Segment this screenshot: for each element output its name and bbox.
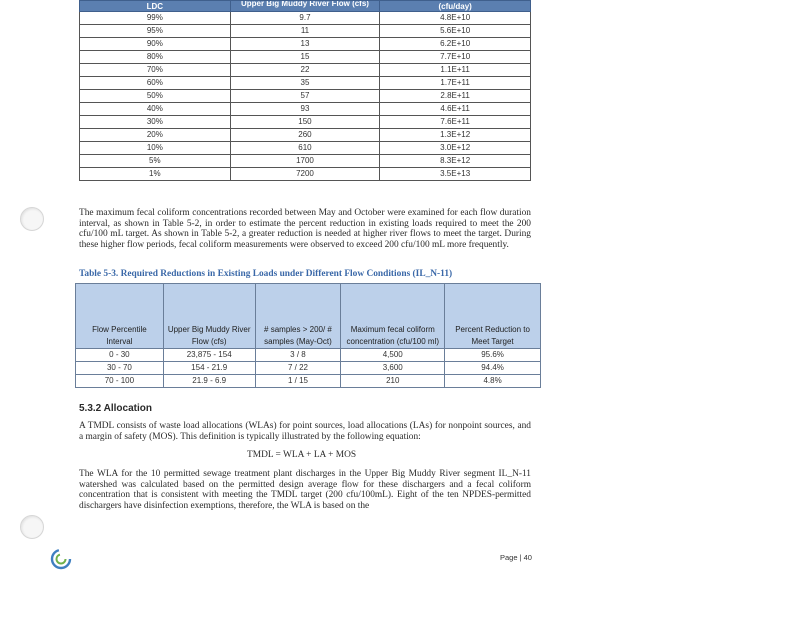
table-cell: 70 - 100 <box>76 375 164 388</box>
table-cell: 70% <box>80 64 231 77</box>
tmdl-equation: TMDL = WLA + LA + MOS <box>247 450 357 460</box>
table-cell: 95.6% <box>445 349 541 362</box>
table-caption: Table 5-3. Required Reductions in Existing Loads under Different Flow Conditions (IL_N-11) <box>79 269 453 279</box>
table-cell: 210 <box>341 375 445 388</box>
table-cell: 93 <box>230 103 380 116</box>
table-cell: 22 <box>230 64 380 77</box>
table-cell: 50% <box>80 90 231 103</box>
agency-logo-icon <box>50 548 72 570</box>
reduction-table <box>75 283 541 388</box>
table-cell: 1 / 15 <box>255 375 341 388</box>
table-cell: 9.7 <box>230 12 380 25</box>
table-cell: 8.3E+12 <box>380 155 531 168</box>
paragraph-reductions: The maximum fecal coliform concentrations recorded between May and October were examined for each flow duration interval, as shown in Table 5-2, in order to estimate the percent reduction in existing loads required to meet the 200 cfu/100 mL target. As shown in Table 5-2, a greater reduction is needed at higher river flows to meet the target. During these higher flow periods, fecal coliform measurements were observed to exceed 200 cfu/100 mL more frequently. <box>79 208 531 250</box>
load-duration-table <box>79 0 531 181</box>
table-cell: 40% <box>80 103 231 116</box>
table-cell: 30 - 70 <box>76 362 164 375</box>
table-cell: 21.9 - 6.9 <box>163 375 255 388</box>
table-header-row <box>80 1 531 12</box>
table-row <box>80 103 531 116</box>
table-cell: 1700 <box>230 155 380 168</box>
paragraph-wla: The WLA for the 10 permitted sewage treatment plant discharges in the Upper Big Muddy River segment IL_N-11 watershed was calculated based on the permitted design average flow for these dischargers and a fecal coliform concentration that is consistent with meeting the TMDL target (200 cfu/100mL). Eight of the ten NPDES-permitted dischargers have disinfection exemptions, therefore, the WLA is based on the <box>79 469 531 511</box>
table-row <box>76 362 541 375</box>
table-cell: 90% <box>80 38 231 51</box>
table-row <box>80 116 531 129</box>
table-row <box>80 168 531 181</box>
table-cell: 4.8% <box>445 375 541 388</box>
table-cell: 80% <box>80 51 231 64</box>
table-row <box>80 155 531 168</box>
punch-hole <box>20 515 44 539</box>
table-row <box>80 129 531 142</box>
table-cell: 7.6E+11 <box>380 116 531 129</box>
table-cell: 1.7E+11 <box>380 77 531 90</box>
table-cell: 23,875 - 154 <box>163 349 255 362</box>
header-flow-percentile: Flow Percentile Interval <box>76 284 164 349</box>
table-cell: 2.8E+11 <box>380 90 531 103</box>
header-samples: # samples > 200/ # samples (May-Oct) <box>255 284 341 349</box>
table-cell: 15 <box>230 51 380 64</box>
table-cell: 5% <box>80 155 231 168</box>
table-row <box>80 142 531 155</box>
paragraph-tmdl-definition: A TMDL consists of waste load allocations (WLAs) for point sources, load allocations (LAs) for nonpoint sources, and a margin of safety (MOS). This definition is typically illustrated by the following equation: <box>79 421 531 442</box>
table-cell: 35 <box>230 77 380 90</box>
table-cell: 10% <box>80 142 231 155</box>
header-percent-reduction: Percent Reduction to Meet Target <box>445 284 541 349</box>
table-cell: 13 <box>230 38 380 51</box>
table-cell: 7200 <box>230 168 380 181</box>
header-load: (cfu/day) <box>380 1 531 12</box>
table-cell: 1.3E+12 <box>380 129 531 142</box>
header-river-flow: Upper Big Muddy River Flow (cfs) <box>163 284 255 349</box>
header-ldc: LDC <box>80 1 231 12</box>
header-flow: Upper Big Muddy River Flow (cfs) <box>230 1 380 12</box>
punch-hole <box>20 207 44 231</box>
table-cell: 20% <box>80 129 231 142</box>
table-row <box>80 12 531 25</box>
table-cell: 7.7E+10 <box>380 51 531 64</box>
table-cell: 4,500 <box>341 349 445 362</box>
header-max-concentration: Maximum fecal coliform concentration (cfu/100 ml) <box>341 284 445 349</box>
table-cell: 1.1E+11 <box>380 64 531 77</box>
table-cell: 0 - 30 <box>76 349 164 362</box>
table-row <box>80 77 531 90</box>
table-cell: 3.5E+13 <box>380 168 531 181</box>
table-cell: 60% <box>80 77 231 90</box>
table-row <box>80 90 531 103</box>
table-cell: 150 <box>230 116 380 129</box>
table-row <box>76 349 541 362</box>
table-cell: 94.4% <box>445 362 541 375</box>
section-heading: 5.3.2 Allocation <box>79 403 152 414</box>
table-cell: 11 <box>230 25 380 38</box>
table-cell: 30% <box>80 116 231 129</box>
table-cell: 4.8E+10 <box>380 12 531 25</box>
table-row <box>80 25 531 38</box>
table-cell: 99% <box>80 12 231 25</box>
table-cell: 610 <box>230 142 380 155</box>
page-number: Page | 40 <box>500 553 532 562</box>
table-row <box>80 51 531 64</box>
table-cell: 4.6E+11 <box>380 103 531 116</box>
table-cell: 6.2E+10 <box>380 38 531 51</box>
table-cell: 3.0E+12 <box>380 142 531 155</box>
table-cell: 1% <box>80 168 231 181</box>
table-row <box>80 64 531 77</box>
table-row <box>76 375 541 388</box>
table-cell: 57 <box>230 90 380 103</box>
table-cell: 260 <box>230 129 380 142</box>
table-header-row <box>76 284 541 349</box>
table-cell: 3 / 8 <box>255 349 341 362</box>
table-cell: 5.6E+10 <box>380 25 531 38</box>
table-cell: 154 - 21.9 <box>163 362 255 375</box>
table-cell: 7 / 22 <box>255 362 341 375</box>
table-row <box>80 38 531 51</box>
table-cell: 3,600 <box>341 362 445 375</box>
table-cell: 95% <box>80 25 231 38</box>
